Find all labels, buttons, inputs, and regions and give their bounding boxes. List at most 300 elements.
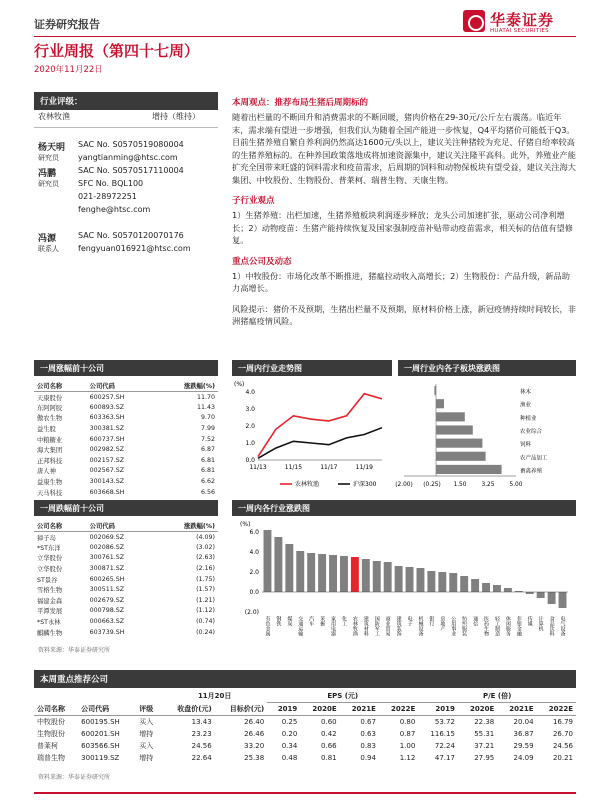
- legend-label: 沪深300: [353, 481, 377, 488]
- table-cell: 55.31: [474, 729, 495, 738]
- report-title: 行业周报（第四十七周）: [34, 42, 200, 60]
- change-cell: 6.81: [200, 467, 215, 475]
- company-code-cell: 002069.SZ: [89, 533, 125, 541]
- x-tick-label: 11/15: [284, 464, 303, 471]
- table-cell: 27.95: [474, 753, 495, 762]
- industry-label: 轻工制造: [493, 616, 500, 636]
- company-name-cell: ST景谷: [37, 576, 58, 584]
- company-code-cell: 603363.SH: [89, 414, 125, 422]
- company-code-cell: 300511.SZ: [89, 586, 125, 594]
- table-row: [34, 752, 576, 764]
- table-row: [34, 444, 218, 455]
- table-cell: 24.09: [513, 753, 534, 762]
- sector-label: 林木: [520, 389, 532, 396]
- company-name-cell: 雪榕生物: [37, 587, 63, 595]
- rating-value: 增持（维持）: [152, 112, 200, 121]
- industry-bar: [493, 585, 501, 592]
- table-row: [34, 455, 218, 466]
- table-cell: 600201.SH: [81, 729, 120, 738]
- key-company-title: 重点公司及动态: [232, 256, 292, 267]
- col-header: 2021E: [509, 704, 534, 713]
- y-unit-label: (%): [240, 521, 251, 528]
- table-cell: 20.21: [552, 753, 573, 762]
- industry-bar: [362, 559, 370, 592]
- key-company-paragraph: 1）中牧股份：市场化改革不断推进，猪瘟拉动收入高增长；2）生物股份：产品升级，新品助力高增长。: [232, 270, 570, 293]
- col-header: 涨跌幅(%): [156, 520, 218, 532]
- table-cell: 瑞普生物: [37, 753, 65, 762]
- table-cell: 0.63: [360, 729, 376, 738]
- change-cell: 7.52: [200, 435, 215, 443]
- table-row: [34, 574, 218, 585]
- y-tick-label: 2.0: [249, 569, 259, 576]
- logo-mark-icon: [463, 10, 485, 32]
- sector-chart: [395, 378, 576, 496]
- table-row: [34, 487, 218, 498]
- table-row: [34, 423, 218, 434]
- industry-label: 食品饮料: [548, 616, 555, 636]
- gainers-section-bar: 一周涨幅前十公司: [34, 360, 218, 376]
- sector-label: 饲料: [520, 442, 532, 449]
- analyst-sfc: SFC No. BQL100: [78, 179, 144, 188]
- table-cell: 300119.SZ: [81, 753, 120, 762]
- industry-bar: [406, 567, 414, 592]
- company-code-cell: 002567.SZ: [89, 467, 125, 475]
- change-cell: (2.63): [196, 554, 215, 562]
- analyst-name: 冯源: [38, 234, 57, 244]
- company-code-cell: 603739.SH: [89, 628, 125, 636]
- industry-label: 房地产: [439, 616, 446, 631]
- y-tick-label: 2.0: [245, 423, 255, 430]
- industry-label: 家用电器: [330, 616, 337, 636]
- table-cell: 16.79: [552, 717, 573, 726]
- industry-bar: [329, 555, 337, 592]
- company-name-cell: 福建金森: [37, 597, 63, 605]
- company-code-cell: 603668.SH: [89, 488, 125, 496]
- table-cell: 22.38: [474, 717, 495, 726]
- summary-headline: 本周观点：推荐布局生猪后周期标的: [232, 98, 369, 108]
- industry-bar: [427, 571, 435, 592]
- sector-bar: [436, 439, 482, 448]
- y-unit-label: (%): [234, 381, 245, 388]
- table-row: [34, 476, 218, 487]
- sector-bar: [436, 425, 473, 434]
- table-row: [34, 402, 218, 413]
- col-header: 公司名称: [34, 380, 87, 392]
- x-tick-label: (0.25): [423, 482, 441, 488]
- company-name-cell: 獐子岛: [37, 534, 56, 542]
- y-tick-label: 0.0: [249, 589, 259, 596]
- company-name-cell: 中粮糖业: [37, 436, 63, 444]
- industry-bar: [384, 562, 392, 592]
- col-header: 评级: [139, 704, 154, 713]
- industry-label: 非银金融: [515, 616, 522, 636]
- change-cell: 6.87: [200, 446, 215, 454]
- company-code-cell: 300761.SZ: [89, 554, 125, 562]
- table-row: [34, 563, 218, 574]
- table-cell: 23.23: [191, 729, 212, 738]
- table-row: [34, 740, 576, 752]
- analyst-block: [38, 140, 218, 257]
- rating-section-bar: 行业评级：: [34, 92, 218, 110]
- analyst-role: 研究员: [38, 154, 59, 162]
- table-cell: 生物股份: [37, 729, 65, 738]
- industry-bar: [417, 568, 425, 592]
- table-cell: 24.56: [552, 741, 573, 750]
- company-code-cell: 000663.SZ: [89, 618, 125, 626]
- report-date: 2020年11月22日: [34, 65, 103, 75]
- table-cell: 26.70: [552, 729, 573, 738]
- rating-industry: 农林牧渔: [38, 112, 70, 121]
- industry-label: 建筑材料: [362, 616, 369, 636]
- col-header: 公司名称: [37, 704, 65, 713]
- industry-chart: [232, 518, 576, 658]
- industry-label: 机械设备: [417, 616, 424, 636]
- company-name-cell: 益生股: [37, 426, 56, 434]
- table-cell: 0.34: [281, 741, 298, 750]
- company-name-cell: *ST东洋: [37, 544, 61, 552]
- series-line-1: [258, 428, 382, 459]
- table-cell: 普莱柯: [37, 741, 58, 750]
- table-cell: 0.25: [281, 717, 298, 726]
- report-type-label: 证券研究报告: [34, 18, 100, 31]
- col-header: 公司代码: [81, 704, 110, 713]
- x-tick-label: 3.25: [481, 482, 495, 488]
- losers-source: 资料来源：华泰证券研究所: [38, 647, 111, 654]
- company-code-cell: 002157.SZ: [89, 456, 125, 464]
- change-cell: 9.70: [200, 414, 215, 422]
- company-name-cell: 立华股份: [37, 566, 63, 574]
- losers-section-bar: 一周跌幅前十公司: [34, 500, 218, 516]
- industry-bar: [449, 573, 457, 592]
- company-code-cell: 000798.SZ: [89, 607, 125, 615]
- table-cell: 1.00: [399, 741, 416, 750]
- industry-label: 计算机: [537, 616, 544, 631]
- change-cell: (4.09): [196, 533, 215, 541]
- col-header: 涨跌幅(%): [156, 380, 218, 392]
- huatai-logo: [463, 8, 573, 38]
- y-tick-label: 6.0: [249, 529, 259, 536]
- table-row: [34, 542, 218, 553]
- industry-label: 建筑装饰: [395, 616, 402, 636]
- table-cell: 36.87: [513, 729, 534, 738]
- gainers-table: [34, 380, 218, 497]
- change-cell: (1.57): [196, 586, 215, 594]
- table-row: [34, 728, 576, 740]
- industry-label: 有色金属: [264, 616, 271, 636]
- table-cell: 603566.SH: [81, 741, 120, 750]
- table-cell: 0.94: [360, 753, 376, 762]
- summary-block: [232, 96, 576, 328]
- analyst-sac: SAC No. S0570517110004: [78, 166, 184, 175]
- industry-label: 商业贸易: [384, 616, 391, 636]
- industry-bar: [296, 551, 304, 592]
- x-tick-label: 1.50: [453, 482, 467, 488]
- industry-label: 钢铁: [275, 616, 282, 626]
- sector-label: 农业综合: [520, 429, 543, 435]
- table-cell: 0.42: [321, 729, 337, 738]
- col-header: 目标价(元): [229, 704, 265, 713]
- industry-label: 煤炭: [286, 616, 293, 626]
- summary-paragraph: 随着出栏量的不断回升和消费需求的不断回暖，猪肉价格在29-30元/公斤左右震荡。临近年末，需求端有望进一步增强，但我们认为随着全国产能进一步恢复，Q4平均猪价可能低于Q3。目前生猪养殖自繁自养利润仍然高达1600元/头以上，建议关注种猪较为充足、仔猪自给率较高的生猪养殖标的。在种养国政策落地成将加速资源集中，建议关注隆平高科。此外，养殖业产能扩充全国带来旺盛的饲料需求和疫苗需求，后周期的饲料和动物保板块有望受益，建议关注海大集团、中牧股份、生物股份、普莱柯、瑞普生物、天康生物。: [232, 112, 576, 185]
- y-tick-label: 3.0: [245, 406, 255, 413]
- sector-bar: [436, 452, 486, 461]
- sector-bar: [436, 465, 502, 474]
- table-cell: 53.72: [434, 717, 455, 726]
- change-cell: (0.74): [196, 618, 215, 626]
- table-row: [34, 466, 218, 477]
- change-cell: (2.16): [196, 565, 215, 573]
- company-name-cell: 天马科技: [37, 489, 63, 497]
- change-cell: 6.62: [200, 478, 215, 486]
- table-cell: 116.15: [430, 729, 455, 738]
- company-name-cell: 麒麟生物: [37, 629, 63, 637]
- table-row: [34, 553, 218, 564]
- industry-bar: [373, 561, 381, 592]
- company-name-cell: 傲农生物: [37, 415, 63, 423]
- change-cell: 6.56: [200, 488, 215, 496]
- logo-text: 华泰证券: [490, 11, 555, 29]
- company-code-cell: 002679.SZ: [89, 596, 125, 604]
- table-cell: 增持: [139, 753, 154, 762]
- industry-bar: [559, 592, 567, 608]
- table-row: [34, 392, 218, 403]
- y-tick-label: 1.0: [245, 440, 255, 447]
- col-header: 公司代码: [87, 380, 156, 392]
- eps-group-header: EPS (元): [267, 690, 418, 703]
- x-tick-label: 11/17: [320, 464, 338, 471]
- company-code-cell: 300381.SZ: [89, 425, 125, 433]
- analyst-role: 研究员: [38, 180, 59, 188]
- table-cell: 33.20: [244, 741, 265, 750]
- y-tick-label: 4.0: [245, 389, 255, 396]
- table-cell: 1.12: [399, 753, 416, 762]
- industry-section-bar: 一周内各行业涨跌图: [232, 500, 576, 516]
- table-cell: 买入: [139, 741, 154, 750]
- sector-section-bar: 一周行业内各子板块涨跌图: [398, 360, 576, 376]
- industry-bar: [340, 556, 348, 592]
- industry-label: 交通运输: [297, 616, 304, 636]
- change-cell: 11.43: [196, 403, 215, 411]
- company-code-cell: 300143.SZ: [89, 478, 125, 486]
- page-footer-bar: [34, 792, 576, 794]
- recommend-table: [34, 690, 576, 764]
- table-cell: 37.21: [474, 741, 495, 750]
- table-cell: 增持: [139, 729, 154, 738]
- table-cell: 0.87: [399, 729, 416, 738]
- header-divider: [34, 36, 576, 37]
- analyst-role: 联系人: [38, 245, 59, 253]
- x-tick-label: 11/13: [249, 464, 267, 471]
- company-code-cell: 002982.SZ: [89, 446, 125, 454]
- table-cell: 47.17: [434, 753, 455, 762]
- price-group-header: 11月20日: [197, 692, 232, 701]
- industry-bar: [537, 592, 545, 598]
- table-cell: 0.66: [321, 741, 337, 750]
- col-header: 2019: [277, 704, 298, 713]
- industry-label: 公用事业: [450, 616, 457, 636]
- sector-label: 种植业: [520, 415, 537, 422]
- industry-label: 化工: [340, 616, 347, 626]
- industry-bar: [318, 554, 326, 592]
- industry-bar: [274, 537, 282, 592]
- industry-label: 电子: [406, 616, 413, 626]
- industry-label: 传媒: [526, 616, 533, 626]
- recommend-section-bar: 本周重点推荐公司: [34, 670, 576, 688]
- change-cell: 11.70: [196, 393, 215, 401]
- table-cell: 中牧股份: [37, 717, 65, 726]
- x-tick-label: 5.00: [509, 482, 523, 488]
- col-header: 2022E: [548, 704, 573, 713]
- sector-label: 农产品加工: [520, 455, 548, 462]
- sector-bar: [434, 386, 436, 395]
- table-cell: 26.46: [244, 729, 265, 738]
- industry-label: 汽车: [308, 616, 315, 626]
- col-header: 2020E: [312, 704, 337, 713]
- company-code-cell: 600893.SZ: [89, 403, 125, 411]
- x-tick-label: (2.00): [395, 482, 413, 488]
- analyst-email[interactable]: fengyuan016921@htsc.com: [78, 244, 191, 253]
- rating-divider: [34, 127, 218, 128]
- change-cell: 6.81: [200, 456, 215, 464]
- table-cell: 26.40: [244, 717, 265, 726]
- table-cell: 600195.SH: [81, 717, 120, 726]
- col-header: 公司名称: [34, 520, 87, 532]
- table-row: [34, 627, 218, 638]
- company-code-cell: 002086.SZ: [89, 543, 125, 551]
- industry-label: 农林牧渔: [351, 616, 358, 636]
- industry-label: 电气设备: [559, 616, 566, 636]
- col-header: 2022E: [391, 704, 416, 713]
- table-row: [34, 434, 218, 445]
- risk-paragraph: 风险提示：猪价不及预期，生猪出栏量不及预期，原材料价格上涨，新冠疫情持续时间较长，非洲猪瘟疫情风险。: [232, 303, 576, 326]
- x-tick-label: 11/19: [355, 464, 373, 471]
- company-code-cell: 300871.SZ: [89, 565, 125, 573]
- logo-subtext: HUATAI SECURITIES: [490, 28, 549, 34]
- trend-chart: [232, 378, 392, 496]
- sector-label: 渔业: [520, 402, 532, 409]
- industry-label: 国防军工: [373, 616, 380, 636]
- company-name-cell: 唐人神: [37, 468, 56, 476]
- table-row: [34, 413, 218, 424]
- losers-table: [34, 520, 218, 637]
- table-cell: 0.60: [321, 717, 337, 726]
- industry-label: 医药生物: [483, 616, 490, 636]
- col-header: 2020E: [469, 704, 495, 713]
- company-name-cell: 正邦科技: [37, 457, 63, 465]
- industry-bar: [438, 572, 446, 592]
- sector-bar: [436, 412, 465, 421]
- analyst-sac: SAC No. S0570519080004: [78, 140, 184, 149]
- industry-bar: [482, 583, 490, 592]
- table-cell: 0.67: [360, 717, 376, 726]
- col-header: 公司代码: [87, 520, 156, 532]
- subindustry-title: 子行业观点: [232, 196, 275, 206]
- table-cell: 24.56: [191, 741, 212, 750]
- y-tick-label: 4.0: [249, 549, 259, 556]
- company-code-cell: 600265.SH: [89, 575, 125, 583]
- industry-bar: [471, 579, 479, 592]
- pe-group-header: P/E (倍): [418, 690, 576, 703]
- industry-bar: [504, 588, 512, 592]
- table-row: [34, 606, 218, 617]
- analyst-name: 杨天明: [38, 143, 66, 153]
- analyst-email[interactable]: fenghe@htsc.com: [78, 205, 151, 214]
- legend-label: 农林牧渔: [295, 481, 320, 488]
- company-name-cell: 立华股份: [37, 555, 63, 563]
- industry-label: 休闲服务: [504, 616, 511, 636]
- col-header: 2021E: [351, 704, 376, 713]
- company-name-cell: 平潭发展: [37, 608, 63, 616]
- table-cell: 0.83: [360, 741, 376, 750]
- table-row: [34, 715, 576, 728]
- change-cell: 7.99: [200, 425, 215, 433]
- industry-bar: [395, 566, 403, 592]
- change-cell: (1.12): [196, 607, 215, 615]
- analyst-sac: SAC No. S0570120070176: [78, 231, 184, 240]
- industry-bar: [351, 557, 359, 592]
- industry-label: 银行: [428, 616, 435, 626]
- y-tick-label: 0.0: [245, 457, 255, 464]
- recommend-source: 资料来源：华泰证券研究所: [38, 774, 111, 781]
- industry-bar: [264, 530, 272, 592]
- industry-label: 纺织服装: [461, 616, 468, 636]
- company-name-cell: 益康生物: [37, 479, 63, 487]
- company-name-cell: 东阿阿胶: [37, 404, 63, 412]
- col-header: 2019: [435, 704, 455, 713]
- sector-bar: [436, 399, 444, 408]
- table-cell: 0.48: [281, 753, 298, 762]
- industry-bar: [285, 544, 293, 592]
- trend-section-bar: 一周内行业走势图: [232, 360, 392, 376]
- table-cell: 22.64: [191, 753, 212, 762]
- table-row: [34, 532, 218, 543]
- table-cell: 72.24: [434, 741, 455, 750]
- table-cell: 0.80: [399, 717, 416, 726]
- company-name-cell: 海大集团: [37, 447, 63, 455]
- table-row: [34, 616, 218, 627]
- change-cell: (1.21): [196, 596, 215, 604]
- table-cell: 25.38: [244, 753, 265, 762]
- change-cell: (1.75): [196, 575, 215, 583]
- col-header: 收盘价(元): [177, 704, 212, 713]
- change-cell: (3.02): [196, 543, 215, 551]
- industry-label: 通信: [472, 616, 479, 626]
- table-row: [34, 595, 218, 606]
- industry-label: 采掘: [319, 616, 326, 626]
- table-cell: 0.20: [281, 729, 298, 738]
- sector-label: 畜禽养殖: [520, 468, 543, 475]
- change-cell: (0.24): [196, 628, 215, 636]
- table-cell: 29.59: [513, 741, 534, 750]
- table-cell: 0.81: [321, 753, 337, 762]
- analyst-email[interactable]: yangtianming@htsc.com: [78, 153, 178, 162]
- analyst-phone: 021-28972251: [78, 192, 137, 201]
- y-tick-label: (2.0): [244, 609, 259, 616]
- subindustry-paragraph: 1）生猪养殖：出栏加速，生猪养殖板块利润逐步释放；龙头公司加速扩张，驱动公司净利增长；2）动物疫苗：生猪产能持续恢复及国家强制疫苗补贴带动疫苗需求，相关标的估值有望修复。: [232, 210, 573, 245]
- company-code-cell: 600257.SH: [89, 393, 125, 401]
- table-cell: 13.43: [191, 717, 212, 726]
- industry-bar: [307, 553, 315, 592]
- company-name-cell: 天康股份: [37, 394, 63, 402]
- table-cell: 买入: [139, 717, 154, 726]
- table-cell: 20.04: [513, 717, 534, 726]
- table-row: [34, 584, 218, 595]
- analyst-name: 冯鹏: [38, 169, 57, 179]
- company-code-cell: 600737.SH: [89, 435, 125, 443]
- industry-bar: [460, 576, 468, 592]
- industry-bar: [548, 592, 556, 604]
- company-name-cell: *ST永林: [37, 619, 61, 627]
